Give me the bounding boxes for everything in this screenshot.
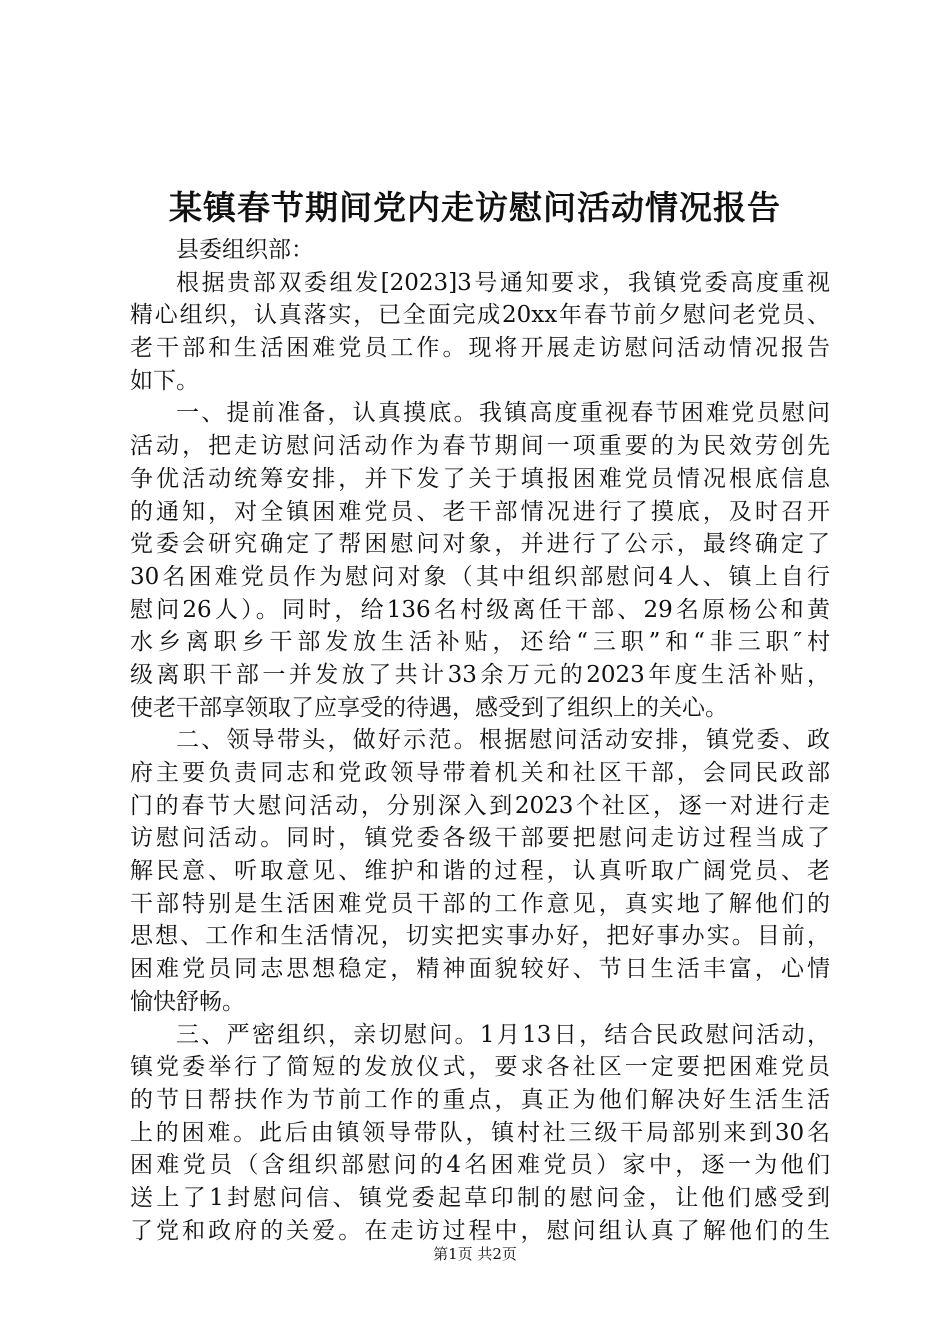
body-line: 活动，把走访慰问活动作为春节期间一项重要的为民效劳创先 (130, 433, 830, 460)
body-line: 思想、工作和生活情况，切实把实事办好，把好事办实。目前， (130, 923, 830, 950)
body-line: 党委会研究确定了帮困慰问对象，并进行了公示，最终确定了 (130, 531, 830, 558)
document-title: 某镇春节期间党内走访慰问活动情况报告 (169, 188, 781, 227)
body-line: 三、严密组织，亲切慰问。1月13日，结合民政慰问活动， (176, 1021, 830, 1048)
document-body (130, 234, 830, 1247)
page-number: 第1页 共2页 (433, 1245, 517, 1263)
body-line: 根据贵部双委组发[2023]3号通知要求，我镇党委高度重视 (176, 269, 830, 296)
body-line: 困难党员同志思想稳定，精神面貌较好、节日生活丰富，心情 (130, 956, 830, 983)
body-line: 了党和政府的关爱。在走访过程中，慰问组认真了解他们的生 (130, 1217, 830, 1244)
body-line: 门的春节大慰问活动，分别深入到2023个社区，逐一对进行走 (130, 792, 830, 819)
body-line: 送上了1封慰问信、镇党委起草印制的慰问金，让他们感受到 (130, 1184, 830, 1211)
body-line: 的节日帮扶作为节前工作的重点，真正为他们解决好生活生活 (130, 1086, 830, 1113)
body-line: 慰问26人）。同时，给136名村级离任干部、29名原杨公和黄 (130, 596, 830, 623)
body-line: 访慰问活动。同时，镇党委各级干部要把慰问走访过程当成了 (130, 825, 830, 852)
body-line: 水乡离职乡干部发放生活补贴，还给“三职”和“非三职″村 (130, 629, 830, 656)
body-line: 30名困难党员作为慰问对象（其中组织部慰问4人、镇上自行 (130, 563, 830, 590)
body-line: 精心组织，认真落实，已全面完成20xx年春节前夕慰问老党员、 (130, 302, 830, 329)
body-line: 干部特别是生活困难党员干部的工作意见，真实地了解他们的 (130, 890, 830, 917)
body-line: 使老干部享领取了应享受的待遇，感受到了组织上的关心。 (130, 694, 728, 721)
body-line: 级离职干部一并发放了共计33余万元的2023年度生活补贴， (130, 661, 830, 688)
body-line: 老干部和生活困难党员工作。现将开展走访慰问活动情况报告 (130, 335, 830, 362)
body-line: 府主要负责同志和党政领导带着机关和社区干部，会同民政部 (130, 760, 830, 786)
body-line: 争优活动统筹安排，并下发了关于填报困难党员情况根底信息 (130, 465, 830, 492)
body-line: 二、领导带头，做好示范。根据慰问活动安排，镇党委、政 (176, 727, 830, 754)
body-line: 上的困难。此后由镇领导带队，镇村社三级干局部别来到30名 (130, 1119, 830, 1146)
body-line: 一、提前准备，认真摸底。我镇高度重视春节困难党员慰问 (176, 400, 830, 427)
body-line: 解民意、听取意见、维护和谐的过程，认真听取广阔党员、老 (130, 858, 830, 885)
salutation-line: 县委组织部： (176, 237, 314, 263)
body-line: 困难党员（含组织部慰问的4名困难党员）家中，逐一为他们 (130, 1152, 830, 1179)
body-line: 如下。 (130, 367, 199, 394)
body-line: 镇党委举行了简短的发放仪式，要求各社区一定要把困难党员 (130, 1054, 830, 1081)
body-line: 愉快舒畅。 (130, 988, 245, 1015)
body-line: 的通知，对全镇困难党员、老干部情况进行了摸底，及时召开 (130, 498, 830, 525)
